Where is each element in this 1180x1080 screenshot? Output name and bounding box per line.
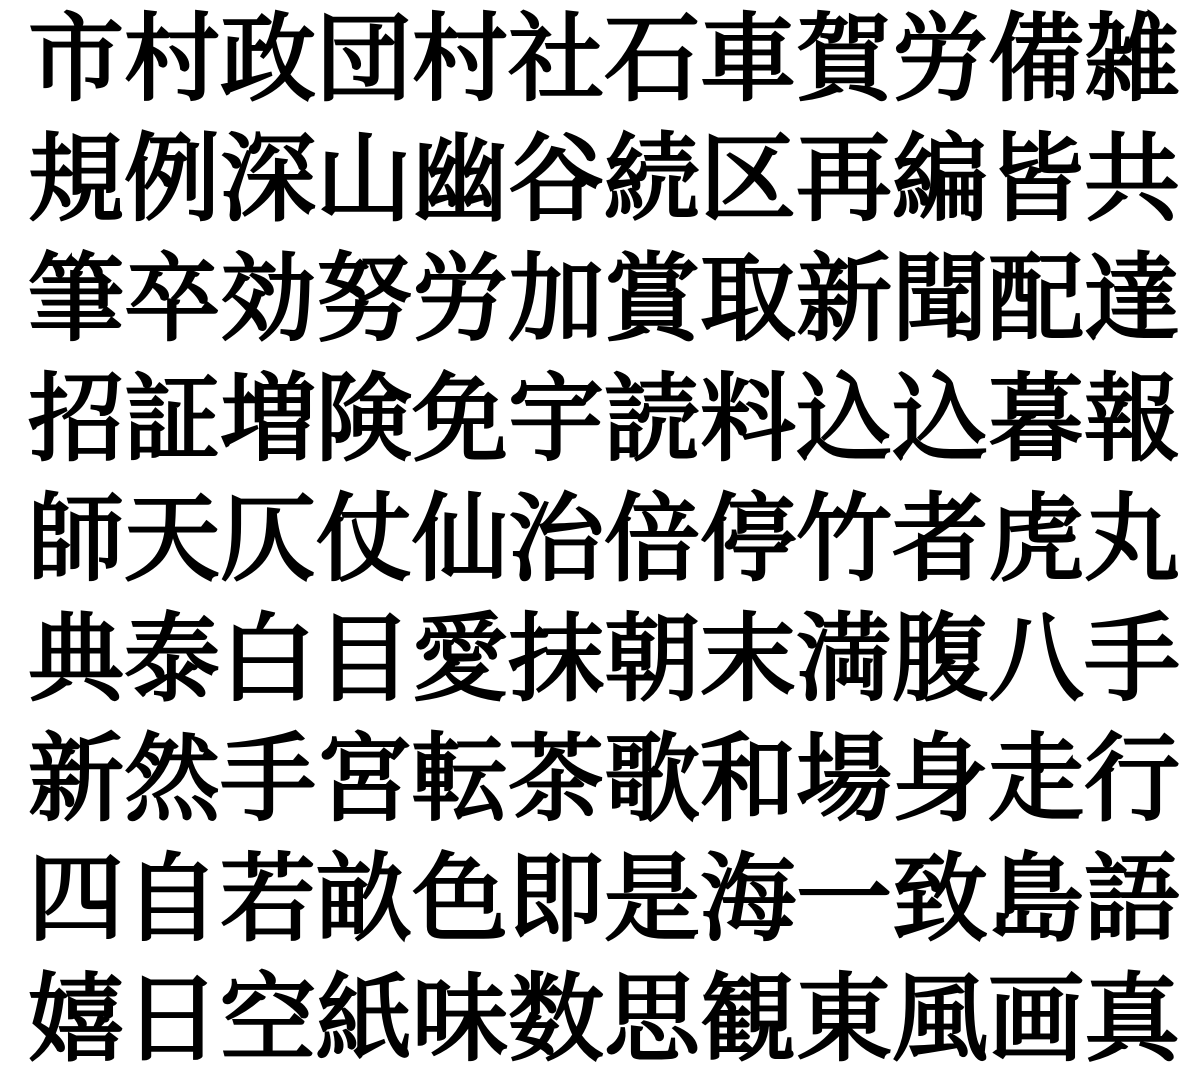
kanji-char: 停 — [700, 486, 796, 593]
kanji-char: 努 — [316, 246, 412, 353]
kanji-char: 加 — [508, 246, 604, 353]
kanji-char: 社 — [508, 6, 604, 113]
kanji-char: 賀 — [796, 6, 892, 113]
kanji-char: 聞 — [892, 246, 988, 353]
kanji-char: 泰 — [124, 606, 220, 713]
kanji-char: 抹 — [508, 606, 604, 713]
kanji-char: 例 — [124, 126, 220, 233]
kanji-char: 読 — [604, 366, 700, 473]
kanji-char: 歌 — [604, 726, 700, 833]
kanji-char: 新 — [28, 726, 124, 833]
kanji-char: 共 — [1084, 126, 1180, 233]
kanji-char: 天 — [124, 486, 220, 593]
kanji-char: 賞 — [604, 246, 700, 353]
kanji-char: 取 — [700, 246, 796, 353]
kanji-char: 皆 — [988, 126, 1084, 233]
kanji-char: 増 — [220, 366, 316, 473]
kanji-char: 治 — [508, 486, 604, 593]
kanji-char: 免 — [412, 366, 508, 473]
kanji-char: 行 — [1084, 726, 1180, 833]
kanji-char: 虎 — [988, 486, 1084, 593]
kanji-char: 思 — [604, 966, 700, 1073]
kanji-char: 日 — [124, 966, 220, 1073]
kanji-char: 末 — [700, 606, 796, 713]
kanji-char: 走 — [988, 726, 1084, 833]
kanji-char: 腹 — [892, 606, 988, 713]
kanji-char: 達 — [1084, 246, 1180, 353]
kanji-char: 手 — [1084, 606, 1180, 713]
kanji-char: 竹 — [796, 486, 892, 593]
kanji-char: 島 — [988, 846, 1084, 953]
kanji-char: 観 — [700, 966, 796, 1073]
kanji-char: 画 — [988, 966, 1084, 1073]
kanji-char: 味 — [412, 966, 508, 1073]
kanji-char: 谷 — [508, 126, 604, 233]
kanji-char: 仄 — [220, 486, 316, 593]
kanji-char: 身 — [892, 726, 988, 833]
kanji-char: 新 — [796, 246, 892, 353]
kanji-char: 師 — [28, 486, 124, 593]
kanji-char: 村 — [124, 6, 220, 113]
kanji-char: 朝 — [604, 606, 700, 713]
kanji-char: 宮 — [316, 726, 412, 833]
kanji-row — [0, 0, 1180, 120]
kanji-char: 効 — [220, 246, 316, 353]
kanji-char: 険 — [316, 366, 412, 473]
kanji-char: 風 — [892, 966, 988, 1073]
kanji-char: 若 — [220, 846, 316, 953]
kanji-char: 真 — [1084, 966, 1180, 1073]
kanji-char: 労 — [892, 6, 988, 113]
kanji-char: 石 — [604, 6, 700, 113]
kanji-char: 典 — [28, 606, 124, 713]
kanji-char: 一 — [796, 846, 892, 953]
kanji-char: 規 — [28, 126, 124, 233]
kanji-char: 是 — [604, 846, 700, 953]
kanji-row — [0, 960, 1180, 1080]
kanji-char: 宇 — [508, 366, 604, 473]
kanji-char: 仗 — [316, 486, 412, 593]
kanji-char: 続 — [604, 126, 700, 233]
kanji-char: 目 — [316, 606, 412, 713]
kanji-char: 込 — [892, 366, 988, 473]
kanji-char: 自 — [124, 846, 220, 953]
kanji-char: 語 — [1084, 846, 1180, 953]
kanji-char: 嬉 — [28, 966, 124, 1073]
kanji-char: 雑 — [1084, 6, 1180, 113]
kanji-char: 村 — [412, 6, 508, 113]
kanji-char: 深 — [220, 126, 316, 233]
kanji-char: 和 — [700, 726, 796, 833]
kanji-char: 車 — [700, 6, 796, 113]
kanji-char: 色 — [412, 846, 508, 953]
kanji-char: 筆 — [28, 246, 124, 353]
kanji-row — [0, 840, 1180, 960]
kanji-char: 労 — [412, 246, 508, 353]
kanji-char: 卒 — [124, 246, 220, 353]
kanji-char: 茶 — [508, 726, 604, 833]
kanji-char: 証 — [124, 366, 220, 473]
kanji-row — [0, 120, 1180, 240]
kanji-char: 満 — [796, 606, 892, 713]
kanji-char: 仙 — [412, 486, 508, 593]
kanji-char: 者 — [892, 486, 988, 593]
kanji-row — [0, 480, 1180, 600]
kanji-char: 倍 — [604, 486, 700, 593]
kanji-row — [0, 240, 1180, 360]
kanji-row — [0, 600, 1180, 720]
kanji-row — [0, 720, 1180, 840]
kanji-char: 編 — [892, 126, 988, 233]
kanji-char: 政 — [220, 6, 316, 113]
kanji-char: 海 — [700, 846, 796, 953]
kanji-char: 込 — [796, 366, 892, 473]
kanji-char: 丸 — [1084, 486, 1180, 593]
kanji-char: 再 — [796, 126, 892, 233]
kanji-char: 八 — [988, 606, 1084, 713]
kanji-char: 然 — [124, 726, 220, 833]
kanji-char: 山 — [316, 126, 412, 233]
kanji-char: 備 — [988, 6, 1084, 113]
kanji-char: 手 — [220, 726, 316, 833]
kanji-char: 白 — [220, 606, 316, 713]
kanji-char: 愛 — [412, 606, 508, 713]
kanji-char: 区 — [700, 126, 796, 233]
kanji-char: 料 — [700, 366, 796, 473]
kanji-char: 畝 — [316, 846, 412, 953]
kanji-char: 転 — [412, 726, 508, 833]
kanji-char: 団 — [316, 6, 412, 113]
kanji-char: 数 — [508, 966, 604, 1073]
kanji-char: 東 — [796, 966, 892, 1073]
kanji-char: 招 — [28, 366, 124, 473]
kanji-char: 場 — [796, 726, 892, 833]
kanji-char: 即 — [508, 846, 604, 953]
kanji-char: 報 — [1084, 366, 1180, 473]
kanji-char: 市 — [28, 6, 124, 113]
kanji-char: 紙 — [316, 966, 412, 1073]
kanji-char: 配 — [988, 246, 1084, 353]
kanji-char: 空 — [220, 966, 316, 1073]
kanji-char: 致 — [892, 846, 988, 953]
kanji-row — [0, 360, 1180, 480]
kanji-char: 四 — [28, 846, 124, 953]
kanji-char: 暮 — [988, 366, 1084, 473]
kanji-char: 幽 — [412, 126, 508, 233]
